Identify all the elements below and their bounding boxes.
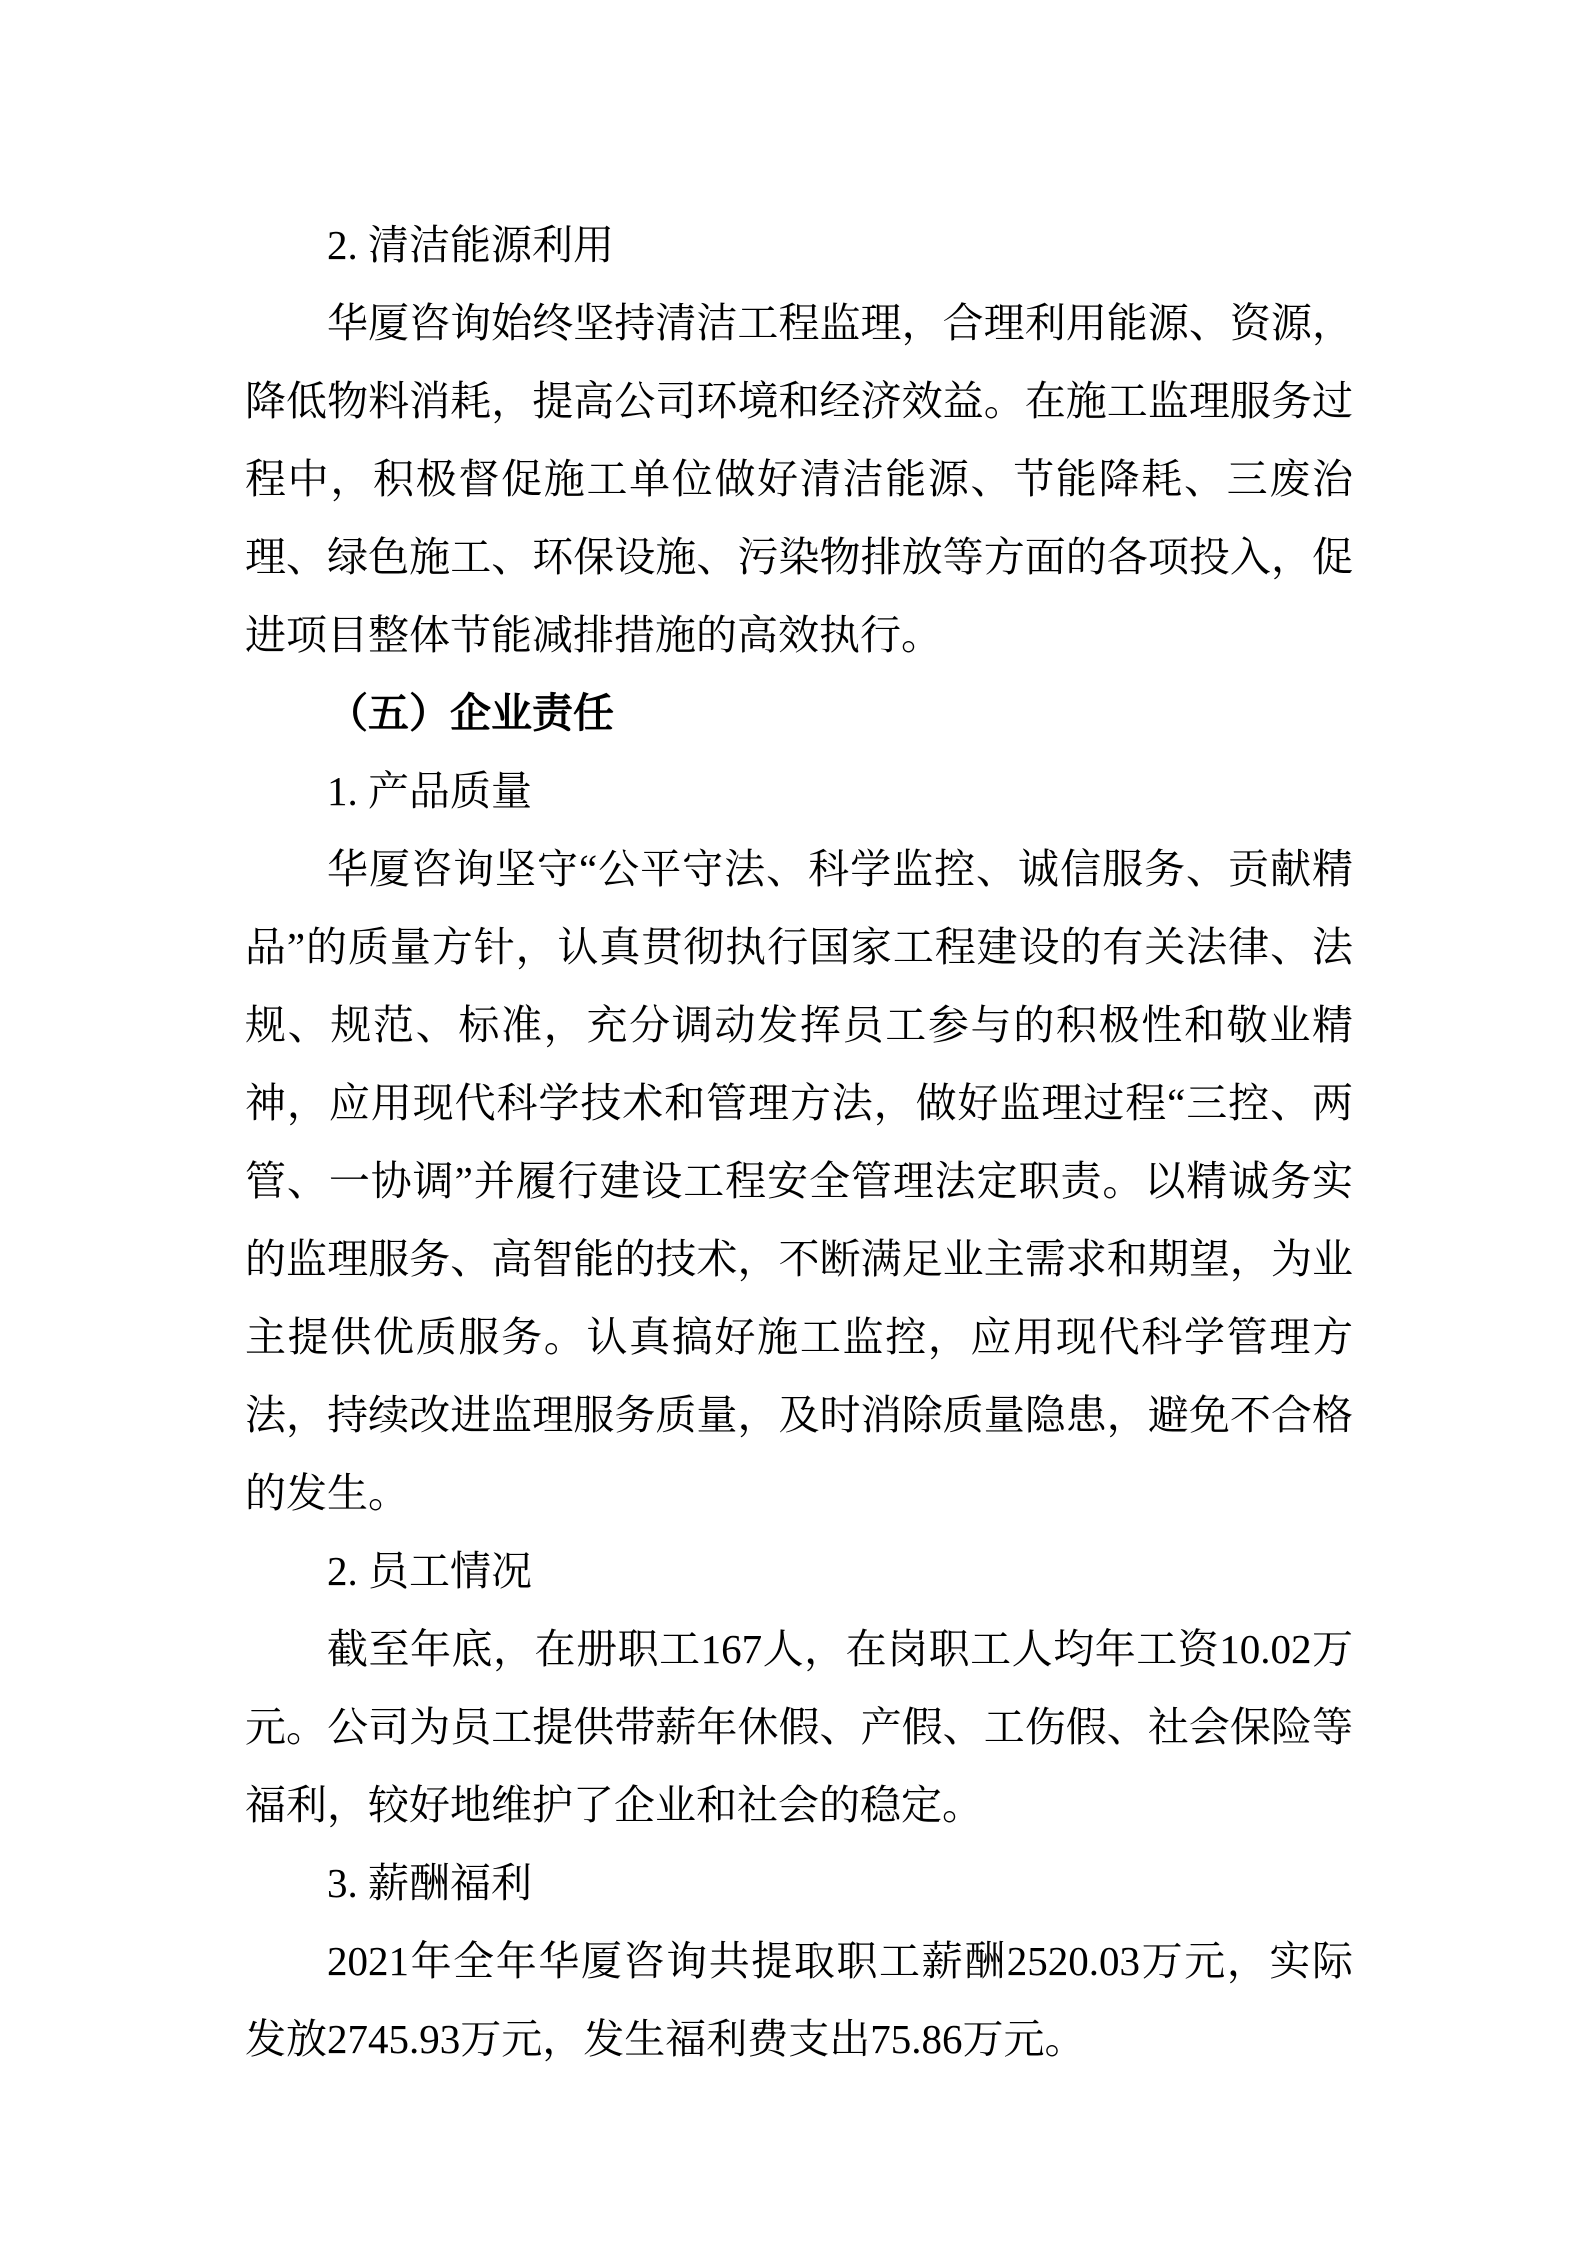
heading-product-quality: 1. 产品质量 <box>327 768 532 814</box>
paragraph-employee-situation: 截至年底，在册职工167人，在岗职工人均年工资10.02万元。公司为员工提供带薪年休假、产假、工伤假、社会保险等福利，较好地维护了企业和社会的稳定。 <box>245 1626 1353 1828</box>
heading-employee-situation: 2. 员工情况 <box>327 1548 532 1594</box>
paragraph-compensation-benefits: 2021年全年华厦咨询共提取职工薪酬2520.03万元，实际发放2745.93万元，发生福利费支出75.86万元。 <box>245 1938 1353 2062</box>
heading-corporate-responsibility: （五）企业责任 <box>327 690 614 736</box>
heading-compensation-benefits: 3. 薪酬福利 <box>327 1860 532 1906</box>
document-text-block <box>245 206 1353 2078</box>
heading-clean-energy-use: 2. 清洁能源利用 <box>327 222 614 268</box>
paragraph-product-quality: 华厦咨询坚守“公平守法、科学监控、诚信服务、贡献精品”的质量方针，认真贯彻执行国家工程建设的有关法律、法规、规范、标准，充分调动发挥员工参与的积极性和敬业精神，应用现代科学技术和管理方法，做好监理过程“三控、两管、一协调”并履行建设工程安全管理法定职责。以精诚务实的监理服务、高智能的技术，不断满足业主需求和期望，为业主提供优质服务。认真搞好施工监控，应用现代科学管理方法，持续改进监理服务质量，及时消除质量隐患，避免不合格的发生。 <box>245 846 1353 1516</box>
paragraph-clean-energy-use: 华厦咨询始终坚持清洁工程监理，合理利用能源、资源，降低物料消耗，提高公司环境和经济效益。在施工监理服务过程中，积极督促施工单位做好清洁能源、节能降耗、三废治理、绿色施工、环保设施、污染物排放等方面的各项投入，促进项目整体节能减排措施的高效执行。 <box>245 300 1353 658</box>
